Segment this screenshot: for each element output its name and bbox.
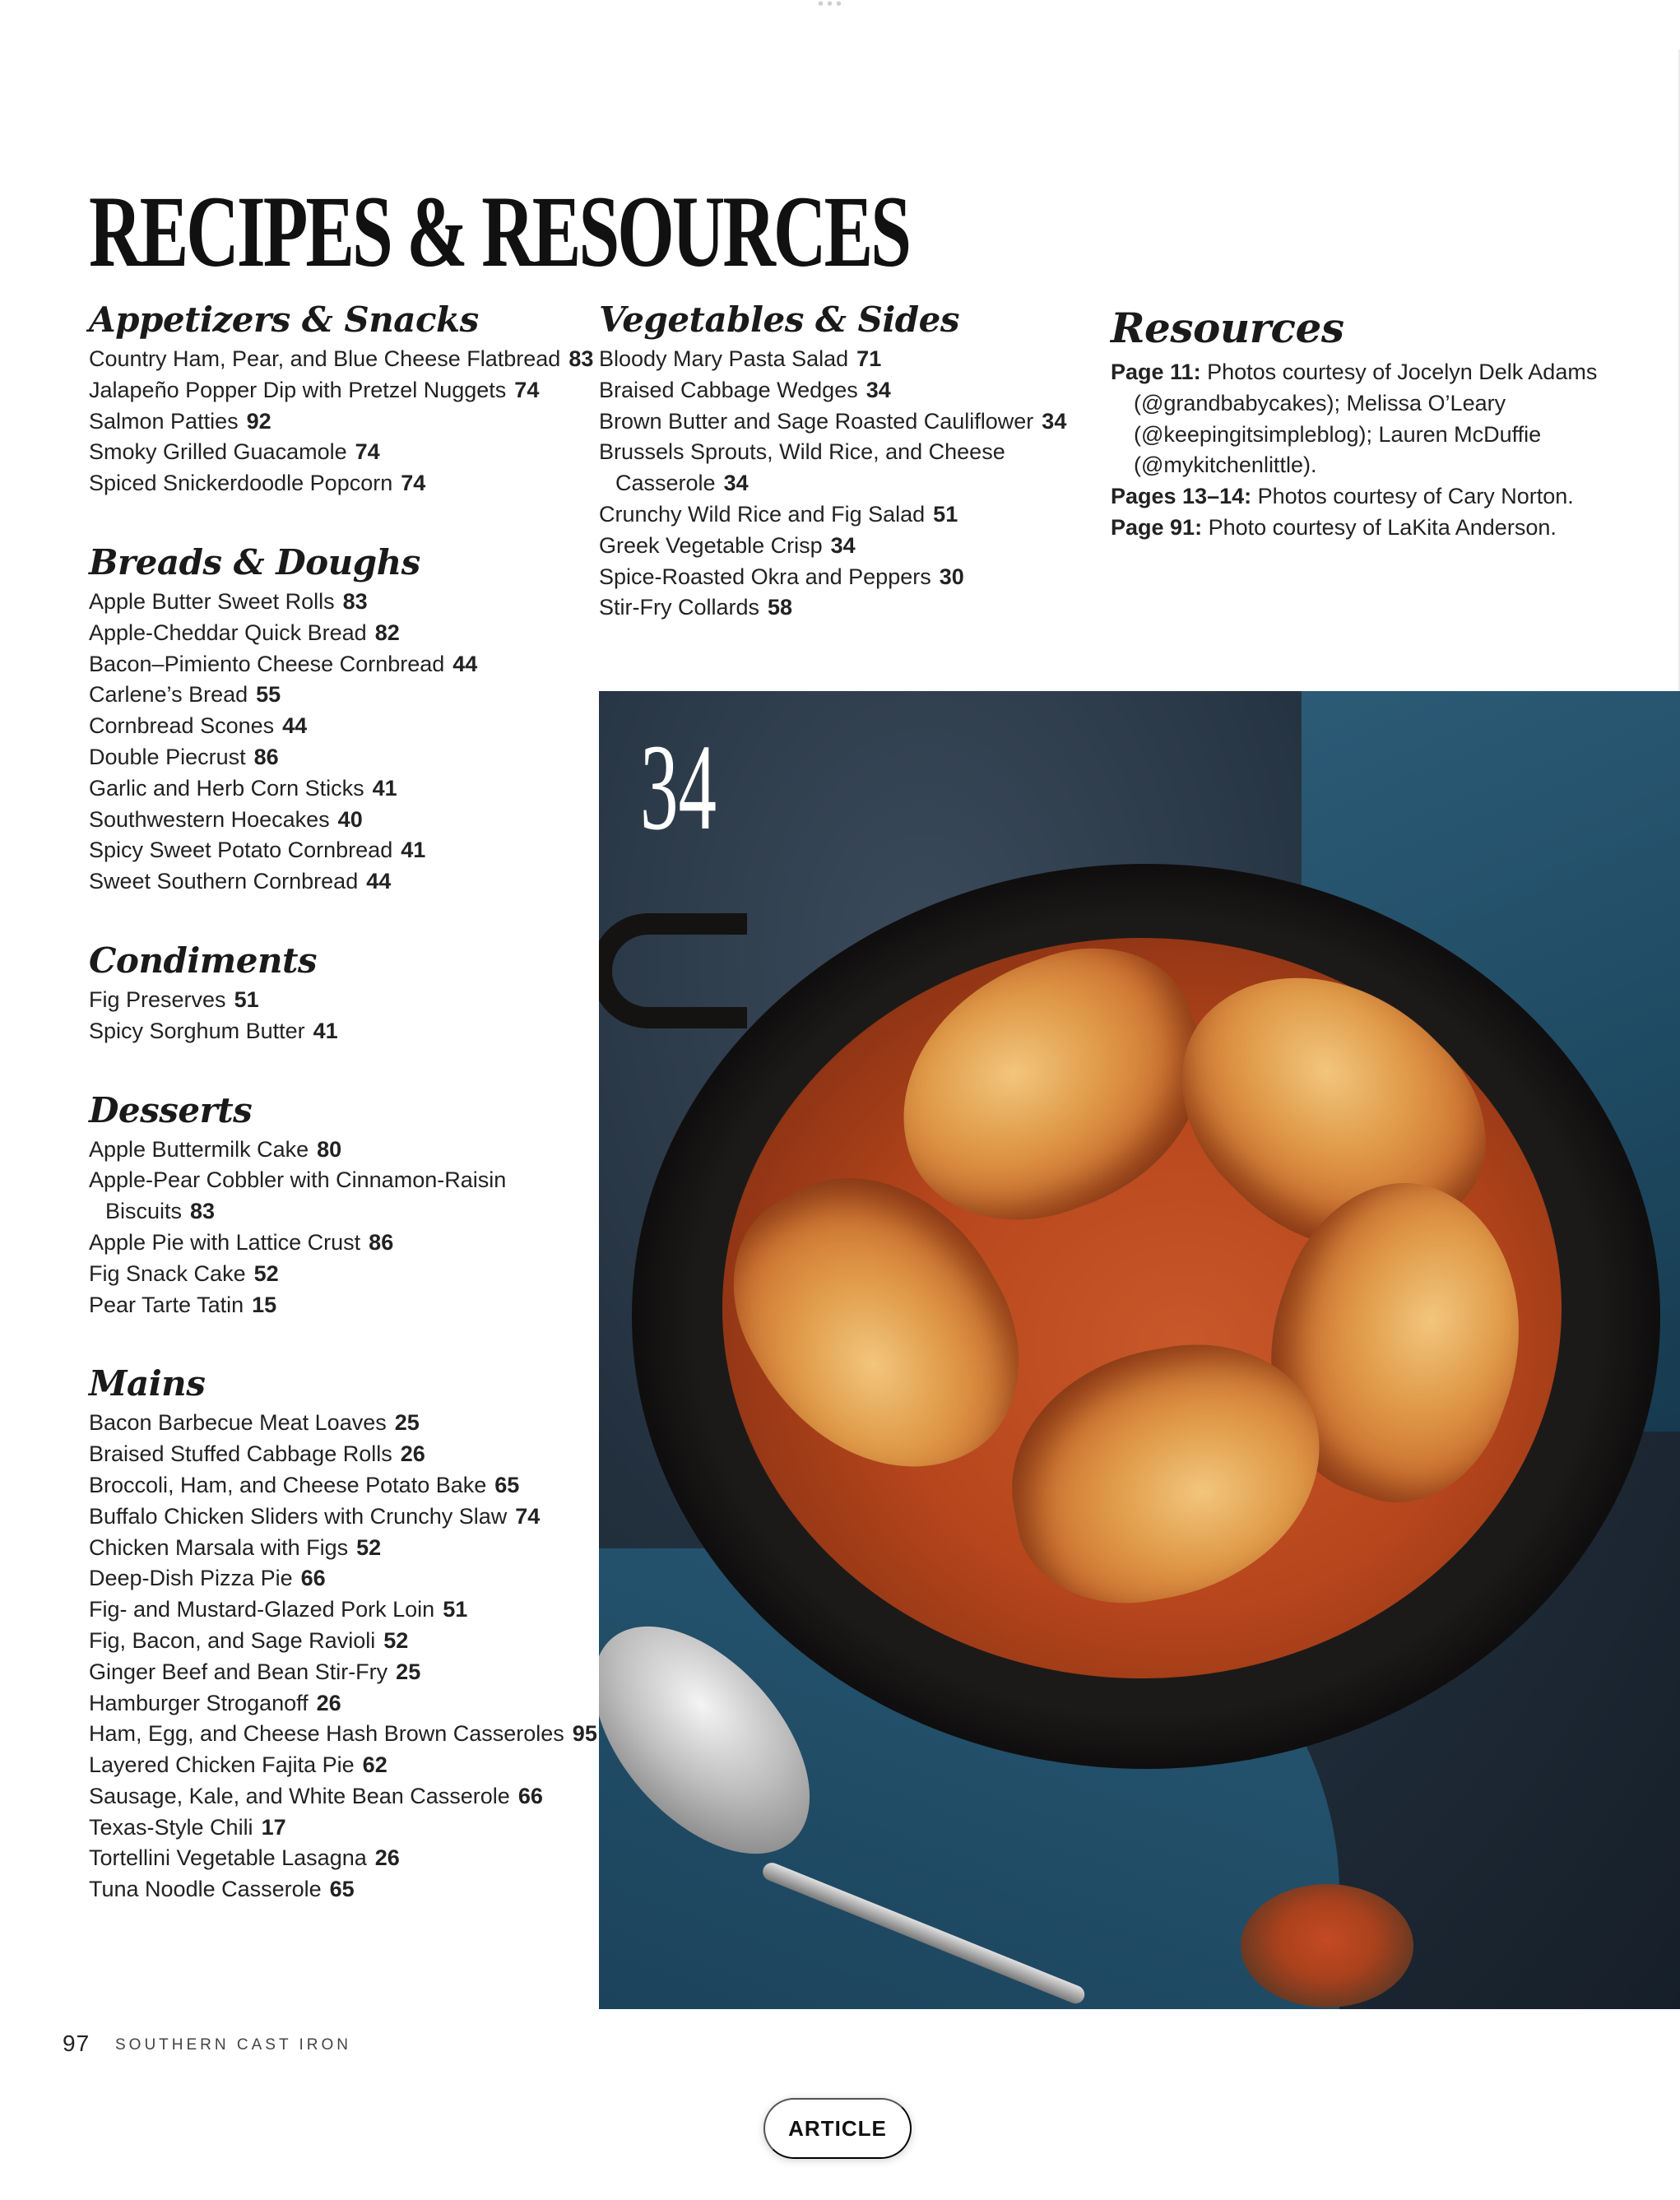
recipe-page-number: 34 <box>866 377 891 402</box>
recipe-name: Crunchy Wild Rice and Fig Salad <box>599 501 926 527</box>
recipe-page-number: 34 <box>723 471 749 496</box>
recipe-column-middle <box>599 296 1109 663</box>
recipe-name: Smoky Grilled Guacamole <box>89 439 347 465</box>
recipe-section <box>599 296 1109 624</box>
recipe-name: Braised Stuffed Cabbage Rolls <box>89 1441 392 1467</box>
recipe-name: Chicken Marsala with Figs <box>89 1534 349 1560</box>
recipe-item <box>89 1719 599 1750</box>
credit-text: Photo courtesy of LaKita Anderson. <box>1208 514 1557 540</box>
credit-label: Page 11: <box>1111 360 1201 384</box>
recipe-item <box>89 649 599 680</box>
recipe-item <box>89 1688 599 1720</box>
recipe-page-number: 41 <box>313 1018 338 1043</box>
recipe-item <box>89 1626 599 1657</box>
recipe-item <box>89 437 599 468</box>
recipe-page-number: 26 <box>316 1690 341 1715</box>
recipe-item <box>89 1470 599 1501</box>
recipe-item <box>599 499 1109 531</box>
credit-text: Photos courtesy of Cary Norton. <box>1257 484 1574 509</box>
page-number: 97 <box>63 2031 90 2056</box>
recipe-item <box>89 1408 599 1439</box>
recipe-name: Apple Pie with Lattice Crust <box>89 1229 361 1255</box>
recipe-item <box>89 406 599 438</box>
section-heading: Desserts <box>89 1089 253 1130</box>
recipe-name: Carlene’s Bread <box>89 682 248 708</box>
resources-heading: Resources <box>1111 304 1344 352</box>
recipe-page-number: 58 <box>768 595 793 620</box>
recipe-page-number: 51 <box>443 1597 468 1622</box>
recipe-item <box>89 1843 599 1874</box>
recipe-name: Country Ham, Pear, and Blue Cheese Flatbread <box>89 346 561 371</box>
recipe-name: Sweet Southern Cornbread <box>89 869 359 894</box>
recipe-page-number: 30 <box>939 564 964 589</box>
section-heading: Mains <box>89 1363 206 1404</box>
section-heading: Vegetables & Sides <box>599 299 960 340</box>
braised-cabbage-photo <box>599 691 1680 2009</box>
recipe-name: Spicy Sweet Potato Cornbread <box>89 838 393 863</box>
recipe-item <box>89 680 599 711</box>
recipe-page-number: 52 <box>356 1534 382 1560</box>
recipe-item <box>599 592 1109 624</box>
recipe-name: Fig Snack Cake <box>89 1260 246 1286</box>
article-button[interactable]: ARTICLE <box>763 2098 912 2159</box>
recipe-item <box>89 1228 599 1259</box>
recipe-item <box>89 344 599 375</box>
recipe-item <box>89 1781 599 1812</box>
recipe-name: Tuna Noodle Casserole <box>89 1877 322 1902</box>
recipe-page-number: 41 <box>401 838 426 863</box>
recipe-page-number: 41 <box>372 775 397 801</box>
recipe-page-number: 95 <box>572 1721 597 1747</box>
recipe-section <box>89 937 599 1047</box>
recipe-page-number: 71 <box>856 346 882 371</box>
recipe-item <box>599 562 1109 593</box>
recipe-item <box>89 1259 599 1290</box>
resources-column <box>1111 303 1613 544</box>
recipe-name: Layered Chicken Fajita Pie <box>89 1752 355 1778</box>
recipe-name: Braised Cabbage Wedges <box>599 377 858 402</box>
recipe-name: Spicy Sorghum Butter <box>89 1018 305 1043</box>
recipe-item <box>89 1812 599 1844</box>
recipe-name: Salmon Patties <box>89 408 239 434</box>
recipe-name: Texas-Style Chili <box>89 1814 253 1840</box>
recipe-page-number: 15 <box>252 1292 277 1317</box>
recipe-item <box>89 1750 599 1781</box>
skillet-handle <box>599 913 747 1028</box>
recipe-section <box>89 1087 599 1321</box>
recipe-page-number: 25 <box>396 1659 421 1684</box>
recipe-page-number: 83 <box>190 1199 216 1224</box>
recipe-section <box>89 539 599 898</box>
section-heading: Condiments <box>89 940 318 981</box>
recipe-section <box>89 1360 599 1905</box>
recipe-name: Apple-Pear Cobbler with Cinnamon-Raisin Biscuits <box>89 1167 507 1224</box>
recipe-page-number: 52 <box>383 1627 409 1653</box>
recipe-name: Ham, Egg, and Cheese Hash Brown Casseroles <box>89 1721 564 1747</box>
recipe-item <box>89 1501 599 1533</box>
recipe-item <box>89 1016 599 1047</box>
recipe-name: Deep-Dish Pizza Pie <box>89 1566 293 1591</box>
recipe-name: Greek Vegetable Crisp <box>599 532 823 558</box>
recipe-page-number: 52 <box>253 1260 279 1286</box>
recipe-item <box>89 985 599 1016</box>
recipe-page-number: 17 <box>261 1814 286 1840</box>
recipe-page-number: 25 <box>394 1410 420 1436</box>
credit-text: Photos courtesy of Jocelyn Delk Adams (@grandbabycakes); Melissa O’Leary (@keepingitsimpleblog); Lauren McDuffie (@mykitchenlittle). <box>1134 360 1598 478</box>
recipe-name: Tortellini Vegetable Lasagna <box>89 1845 367 1871</box>
recipe-item <box>89 1290 599 1321</box>
recipe-page-number: 83 <box>569 346 594 371</box>
recipe-page-number: 86 <box>253 744 279 769</box>
recipe-name: Jalapeño Popper Dip with Pretzel Nuggets <box>89 377 507 402</box>
recipe-name: Garlic and Herb Corn Sticks <box>89 775 364 801</box>
recipe-name: Bacon–Pimiento Cheese Cornbread <box>89 651 445 676</box>
recipe-column-left <box>89 296 599 1945</box>
recipe-page-number: 80 <box>317 1136 342 1162</box>
recipe-page-number: 66 <box>517 1783 543 1808</box>
recipe-name: Sausage, Kale, and White Bean Casserole <box>89 1783 510 1808</box>
recipe-item <box>89 375 599 406</box>
recipe-name: Apple-Cheddar Quick Bread <box>89 620 367 645</box>
publication-name: SOUTHERN CAST IRON <box>115 2036 352 2054</box>
recipe-item <box>89 742 599 773</box>
recipe-item <box>599 531 1109 562</box>
section-heading: Appetizers & Snacks <box>89 299 479 340</box>
recipe-name: Fig, Bacon, and Sage Ravioli <box>89 1627 376 1653</box>
recipe-name: Spice-Roasted Okra and Peppers <box>599 564 931 589</box>
recipe-item <box>89 773 599 805</box>
recipe-item <box>599 375 1109 406</box>
recipe-item <box>89 835 599 866</box>
recipe-name: Double Piecrust <box>89 744 246 769</box>
recipe-item <box>89 1563 599 1594</box>
recipe-item <box>89 1135 599 1166</box>
recipe-page-number: 65 <box>494 1472 520 1497</box>
recipe-name: Buffalo Chicken Sliders with Crunchy Slaw <box>89 1503 508 1529</box>
recipe-name: Southwestern Hoecakes <box>89 806 330 832</box>
recipe-name: Cornbread Scones <box>89 713 275 739</box>
section-heading: Breads & Doughs <box>89 541 420 582</box>
photo-page-number: 34 <box>640 719 717 856</box>
recipe-page-number: 66 <box>300 1566 326 1591</box>
recipe-page-number: 74 <box>514 377 540 402</box>
recipe-item <box>599 406 1109 438</box>
recipe-page-number: 51 <box>933 501 958 527</box>
recipe-name: Spiced Snickerdoodle Popcorn <box>89 471 393 496</box>
recipe-page-number: 44 <box>366 869 392 894</box>
recipe-item <box>89 1439 599 1470</box>
recipe-page-number: 86 <box>369 1229 394 1255</box>
recipe-name: Apple Buttermilk Cake <box>89 1136 309 1162</box>
recipe-page-number: 34 <box>830 532 856 558</box>
recipe-item <box>89 1594 599 1626</box>
recipe-item <box>89 587 599 618</box>
recipe-name: Ginger Beef and Bean Stir-Fry <box>89 1659 388 1684</box>
recipe-page-number: 26 <box>374 1845 400 1871</box>
recipe-page-number: 74 <box>515 1503 541 1529</box>
credit-label: Page 91: <box>1111 514 1203 540</box>
recipe-name: Bloody Mary Pasta Salad <box>599 346 849 371</box>
recipe-page-number: 65 <box>329 1877 355 1902</box>
recipe-item <box>89 866 599 898</box>
recipe-page-number: 82 <box>374 620 400 645</box>
recipe-page-number: 62 <box>362 1752 388 1778</box>
recipe-page-number: 83 <box>342 588 368 614</box>
recipe-page-number: 34 <box>1042 408 1067 434</box>
recipe-name: Apple Butter Sweet Rolls <box>89 588 335 614</box>
recipe-item <box>89 618 599 649</box>
credit-entry <box>1111 481 1613 513</box>
recipe-item <box>89 468 599 499</box>
recipe-page-number: 74 <box>401 471 426 496</box>
recipe-page-number: 44 <box>452 651 478 676</box>
recipe-page-number: 40 <box>337 806 363 832</box>
page-title: RECIPES & RESOURCES <box>89 175 910 288</box>
recipe-name: Fig Preserves <box>89 986 226 1012</box>
recipe-page-number: 26 <box>400 1441 425 1467</box>
recipe-name: Brussels Sprouts, Wild Rice, and Cheese Casserole <box>599 439 1005 496</box>
recipe-item <box>89 805 599 836</box>
recipe-name: Pear Tarte Tatin <box>89 1292 244 1317</box>
credit-entry <box>1111 357 1613 481</box>
chili-flakes-bowl <box>1241 1884 1413 2007</box>
recipe-page-number: 44 <box>282 713 308 739</box>
recipe-item <box>89 1874 599 1905</box>
recipe-name: Fig- and Mustard-Glazed Pork Loin <box>89 1597 435 1622</box>
recipe-item <box>89 711 599 742</box>
recipe-item <box>89 1657 599 1688</box>
recipe-name: Broccoli, Ham, and Cheese Potato Bake <box>89 1472 487 1497</box>
recipe-section <box>89 296 599 499</box>
recipe-page-number: 55 <box>256 682 281 708</box>
recipe-name: Brown Butter and Sage Roasted Cauliflower <box>599 408 1034 434</box>
resources-credits <box>1111 357 1613 544</box>
recipe-page-number: 92 <box>246 408 271 434</box>
recipe-name: Hamburger Stroganoff <box>89 1690 309 1715</box>
recipe-page-number: 51 <box>234 986 259 1012</box>
recipe-name: Stir-Fry Collards <box>599 595 760 620</box>
page-indicator-dots: ••• <box>818 0 846 13</box>
credit-entry <box>1111 513 1613 544</box>
recipe-item <box>599 437 1109 499</box>
recipe-item <box>599 344 1109 375</box>
recipe-item <box>89 1165 599 1228</box>
recipe-name: Bacon Barbecue Meat Loaves <box>89 1410 387 1436</box>
recipe-item <box>89 1533 599 1564</box>
recipe-page-number: 74 <box>355 439 380 465</box>
credit-label: Pages 13–14: <box>1111 484 1252 509</box>
